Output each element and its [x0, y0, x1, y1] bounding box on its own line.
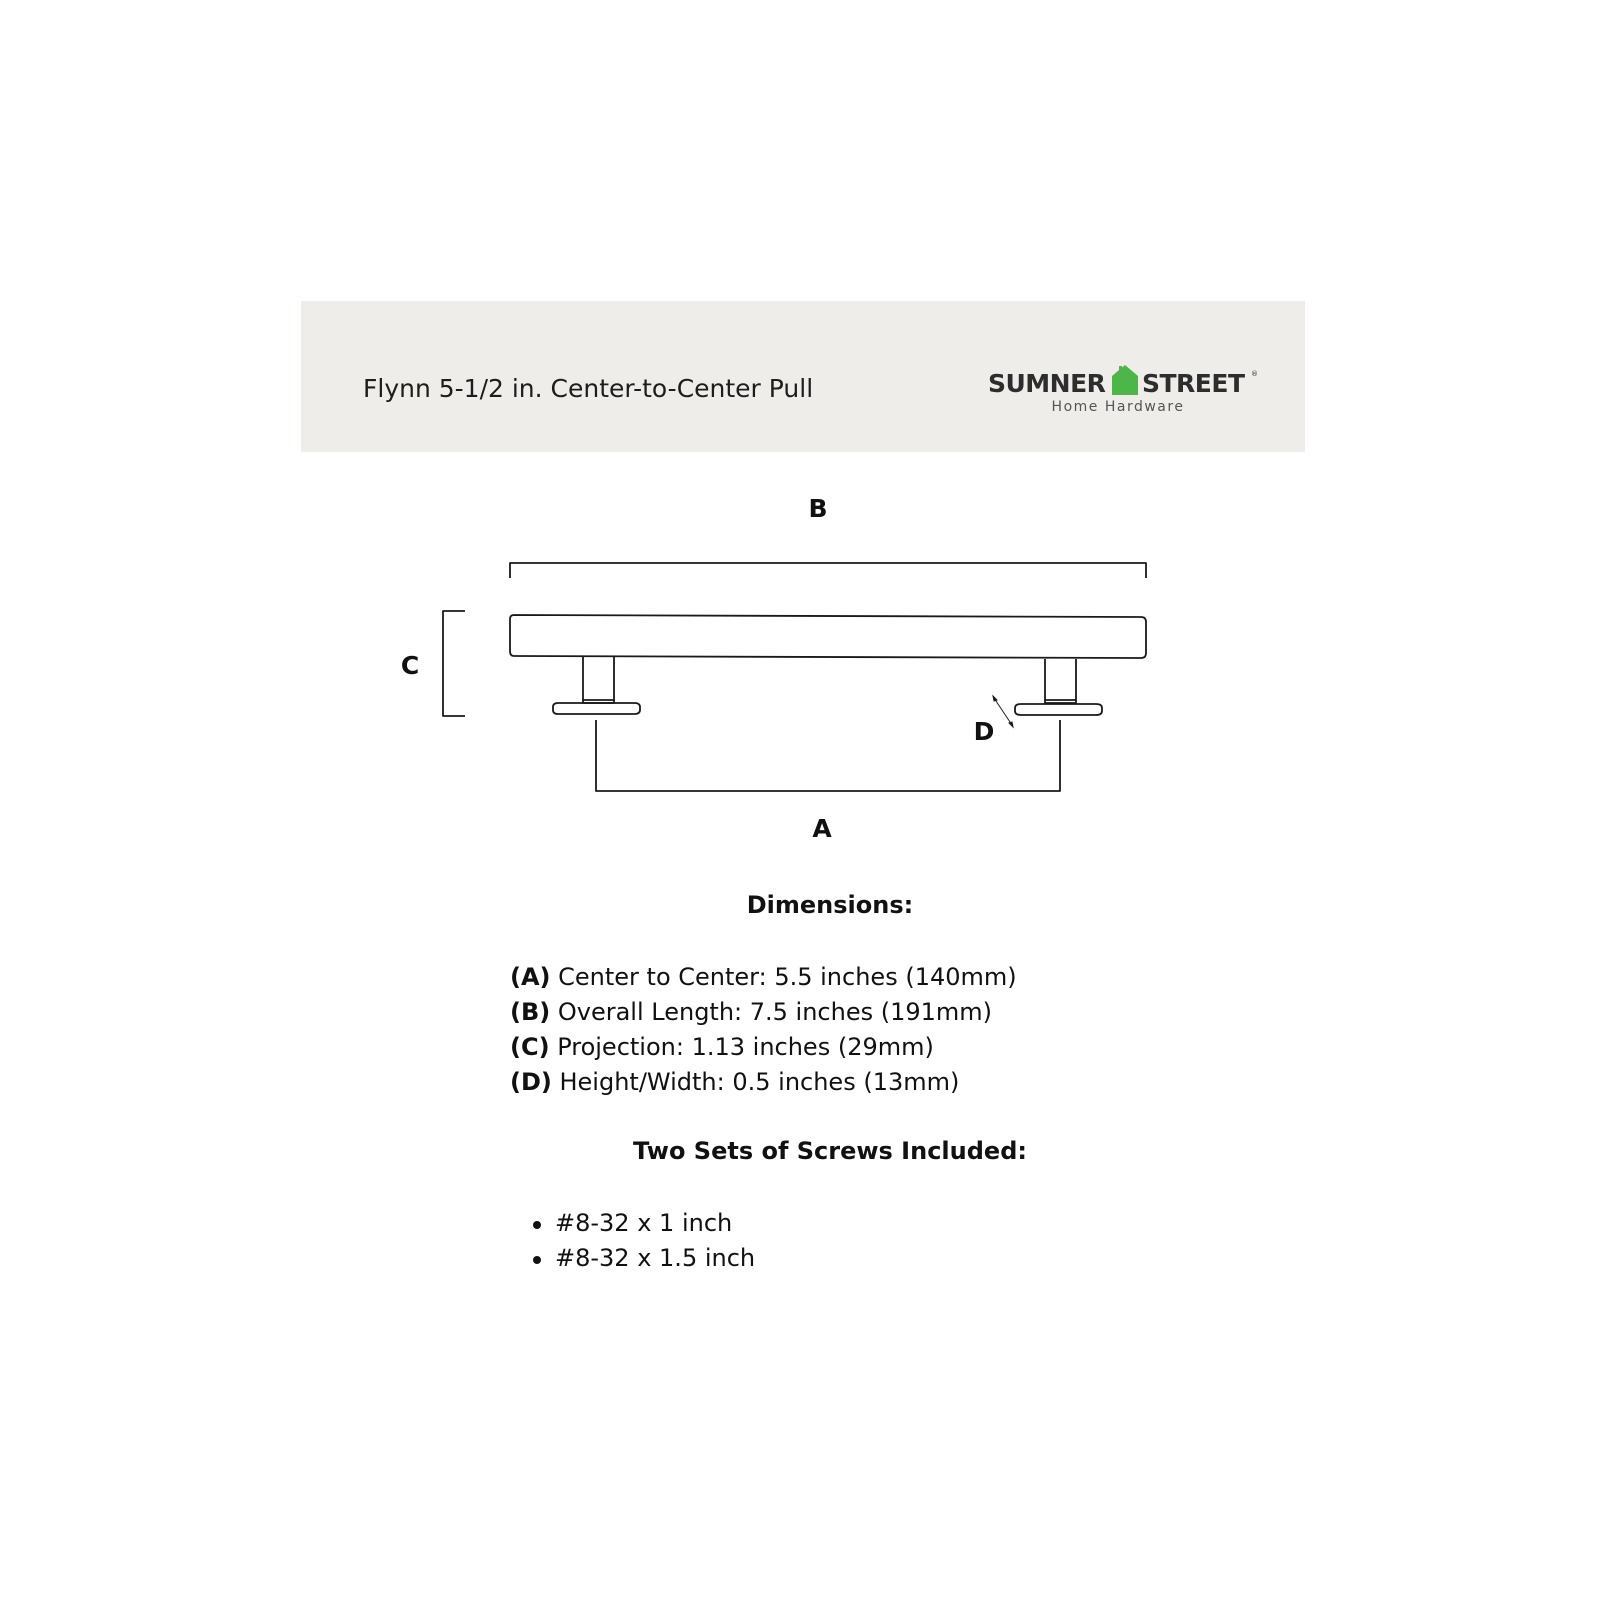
logo-word-street: STREET	[1142, 369, 1245, 398]
dimension-item-d	[510, 1065, 1017, 1100]
registered-mark: ®	[1251, 370, 1258, 378]
handle-bar	[510, 615, 1146, 658]
left-rosette	[553, 703, 640, 714]
dimension-key: (A)	[510, 963, 551, 991]
screw-text: #8-32 x 1 inch	[555, 1209, 733, 1237]
dimension-item-a	[510, 960, 1017, 995]
dimension-key: (C)	[510, 1033, 550, 1061]
right-post-collar	[1045, 700, 1076, 703]
screw-text: #8-32 x 1.5 inch	[555, 1244, 756, 1272]
dimension-text: Projection: 1.13 inches (29mm)	[549, 1033, 934, 1061]
right-post	[1045, 659, 1076, 700]
dimension-item-c	[510, 1030, 1017, 1065]
dimension-key: (B)	[510, 998, 551, 1026]
dimension-c-label: C	[400, 651, 420, 680]
dimension-b-label: B	[808, 494, 828, 523]
dimension-a-label: A	[812, 814, 832, 843]
dimension-text: Overall Length: 7.5 inches (191mm)	[550, 998, 993, 1026]
right-rosette	[1015, 704, 1102, 715]
dimension-d-label: D	[973, 717, 995, 746]
screw-item	[533, 1206, 755, 1241]
dimension-c-bracket	[443, 611, 465, 716]
dimension-key: (D)	[510, 1068, 552, 1096]
screws-title: Two Sets of Screws Included:	[633, 1137, 1027, 1165]
dimension-b-bracket	[510, 563, 1146, 578]
dimension-d-arrowhead-bottom	[1009, 722, 1013, 727]
dimension-text: Center to Center: 5.5 inches (140mm)	[550, 963, 1017, 991]
dimensions-list	[510, 960, 1017, 1100]
screw-item	[533, 1241, 755, 1276]
left-post	[583, 657, 614, 700]
bullet-icon	[533, 1256, 541, 1264]
logo-word-sumner: SUMNER	[988, 369, 1106, 398]
dimension-d-arrowhead-top	[993, 696, 997, 701]
screws-list	[533, 1206, 755, 1276]
bullet-icon	[533, 1221, 541, 1229]
dimension-d-arrow	[994, 698, 1012, 725]
dimensions-title: Dimensions:	[746, 891, 914, 919]
logo-tagline: Home Hardware	[1051, 399, 1185, 415]
product-title: Flynn 5-1/2 in. Center-to-Center Pull	[363, 374, 814, 403]
dimension-text: Height/Width: 0.5 inches (13mm)	[551, 1068, 960, 1096]
dimension-item-b	[510, 995, 1017, 1030]
